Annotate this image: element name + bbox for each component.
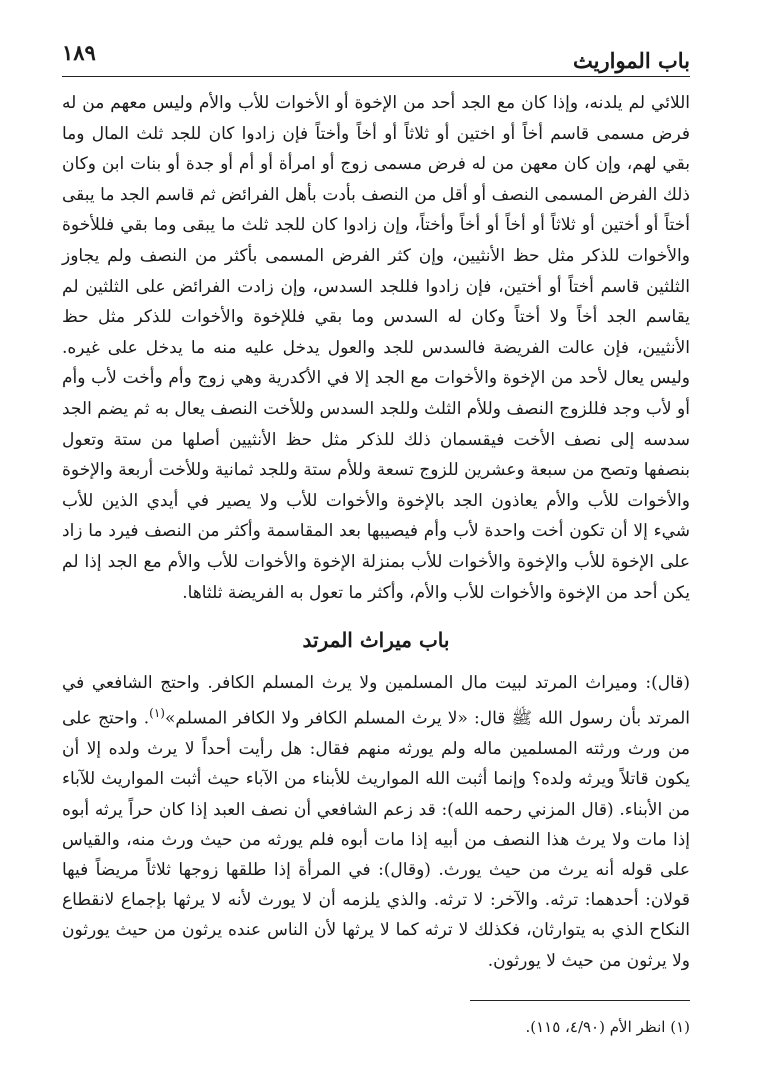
running-head: باب المواريث	[573, 48, 690, 73]
footnote-reference[interactable]: (١)	[149, 706, 165, 721]
footnote: (١) انظر الأم (٤/٩٠، ١١٥).	[525, 1018, 690, 1036]
paragraph-text-start: (قال): وميراث المرتد لبيت مال المسلمين ولا يرث المسلم الكافر. واحتج الشافعي في المرتد بأن رسول الله ﷺ قال: «لا يرث المسلم الكافر ولا الكافر المسلم»	[62, 673, 690, 729]
main-text	[62, 88, 690, 976]
chapter-title: باب ميراث المرتد	[302, 628, 450, 653]
inheritance-section	[62, 88, 690, 608]
apostate-section	[62, 668, 690, 976]
paragraph-text-end: . واحتج على من ورث ورثته المسلمين ماله ولم يورثه منهم فقال: هل رأيت أحداً لا يرث ولده إلا أن يكون قاتلاً ويرثه ولده؟ وإنما أثبت الله المواريث للأبناء من الآباء حيث أثبت المواريث للآباء من الأبناء. (قال المزني رحمه الله): قد زعم الشافعي أن نصف العبد إذا كان حراً يرثه أبوه إذا مات ولا يرث هذا النصف من أبيه إذا مات أبوه فلم يورثه من حيث ورث منه، والقياس على قوله أنه يرث من حيث يورث. (وقال): في المرأة إذا طلقها زوجها ثلاثاً مريضاً فيها قولان: أحدهما: ترثه. والآخر: لا ترثه. والذي يلزمه أن لا يورث لأنه لا يرثها بإجماع لانقطاع النكاح الذي به يتوارثان، فكذلك لا ترثه كما لا يرثها لأن الناس عنده يرثون من حيث يورثون ولا يرثون من حيث لا يورثون.	[62, 708, 690, 971]
footnote-separator	[470, 1000, 690, 1001]
page-number: ١٨٩	[62, 40, 96, 65]
page-header	[62, 36, 690, 77]
paragraph-grandfather-siblings: اللائي لم يلدنه، وإذا كان مع الجد أحد من الإخوة أو الأخوات للأب والأم وليس معهم من له فرض مسمى قاسم أخاً أو اختين أو ثلاثاً أو أخاً وأختاً فإن زادوا كان للجد ثلث المال وما بقي لهم، وإن كان معهن من له فرض مسمى زوج أو امرأة أو أم أو جدة أو بنات ابن وكان ذلك الفرض المسمى النصف أو أقل من النصف بأدت بأهل الفرائض ثم قاسم الجد ما يبقى أختاً أو أختين أو ثلاثاً أو أخاً أو أخاً وأختاً، وإن زادوا كان للجد ثلث ما يبقى وما بقي فللأخوة والأخوات للذكر مثل حظ الأنثيين، وإن كثر الفرض المسمى بأكثر من النصف ولم يجاوز الثلثين قاسم أختاً أو أختين، فإن زادوا فللجد السدس، وإن زادت الفرائض على الثلثين لم يقاسم الجد أخاً ولا أختاً وكان له السدس وما بقي فللإخوة والأخوات للذكر مثل حظ الأنثيين، فإن عالت الفريضة فالسدس للجد والعول يدخل عليه منه ما يدخل على غيره. وليس يعال لأحد من الإخوة والأخوات مع الجد إلا في الأكدرية وهي زوج وأم وأخت لأب وأم أو لأب وجد فللزوج النصف وللأم الثلث وللجد السدس وللأخت النصف يعال به ثم يضم الجد سدسه إلى نصف الأخت فيقسمان ذلك للذكر مثل حظ الأنثيين أصلها من ستة وتعول بنصفها وتصح من سبعة وعشرين للزوج تسعة وللأم ستة وللجد ثمانية وللأخت أربعة والإخوة والأخوات للأب والأم يعاذون الجد بالإخوة والأخوات للأب ولا يصير في أيدي الذين للأب شيء إلا أن تكون أخت واحدة لأب وأم فيصيبها بعد المقاسمة وأكثر من النصف فيرد ما زاد على الإخوة للأب والإخوة والأخوات للأب بمنزلة الإخوة والأخوات للأب والأم مع الجد إذا لم يكن أحد من الإخوة والأخوات للأب والأم، وأكثر ما تعول به الفريضة ثلثاها.	[62, 93, 690, 603]
paragraph-apostate-inheritance	[62, 668, 690, 976]
